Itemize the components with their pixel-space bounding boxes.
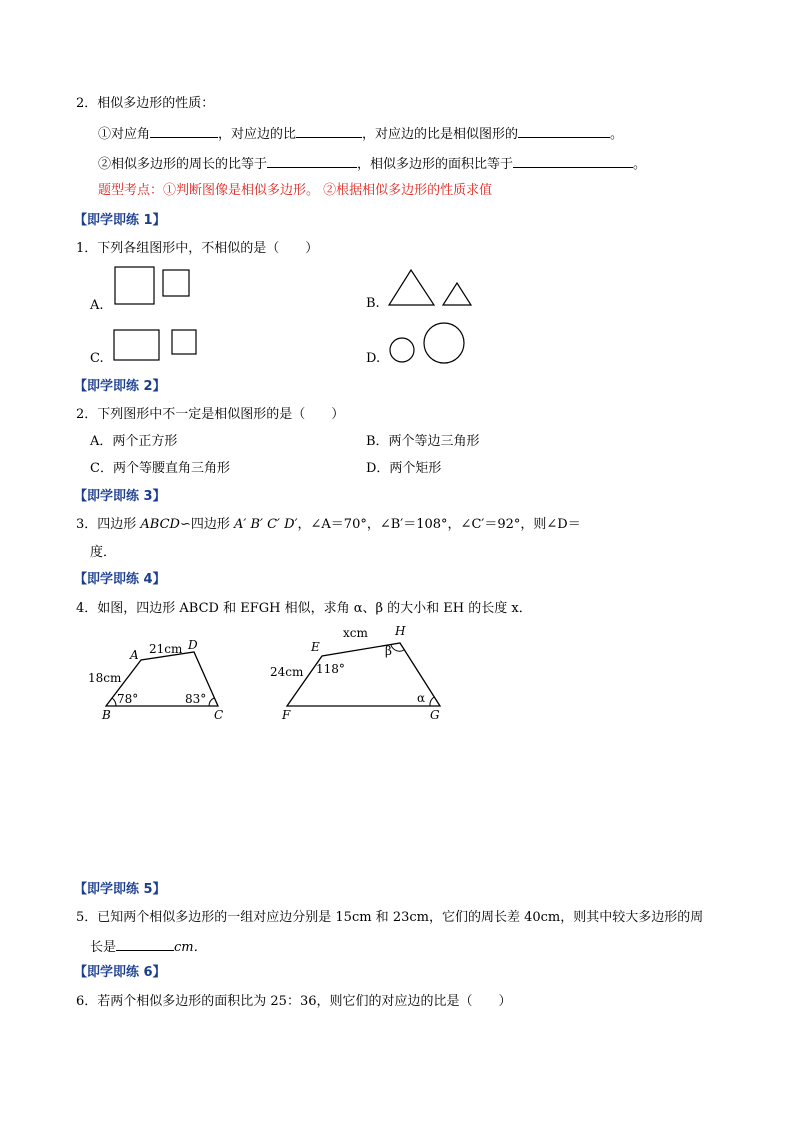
- question-1: 1．下列各组图形中，不相似的是（ ）: [76, 241, 319, 256]
- question-4: 4．如图，四边形 ABCD 和 EFGH 相似，求角 α、β 的大小和 EH 的长度 x．: [76, 601, 532, 616]
- question-3: 3．四边形 ABCD∽四边形 A′ B′ C′ D′，∠A＝70°，∠B′＝108°，∠C′＝92°，则∠D＝: [76, 517, 581, 532]
- label-g: G: [430, 708, 440, 722]
- practice-header-5: 【即学即练 5】: [74, 882, 166, 897]
- angle-e-label: 118°: [316, 662, 345, 676]
- label-c: C: [214, 708, 224, 722]
- label-e: E: [311, 640, 320, 654]
- label-b: B: [102, 708, 111, 722]
- property-line-1: ①对应角 ，对应边的比 ，对应边的比是相似图形的 。: [98, 127, 624, 142]
- angle-c-label: 83°: [185, 692, 207, 706]
- option-c-label: C.: [90, 351, 104, 366]
- side-eh-label: xcm: [343, 626, 368, 640]
- question-6: 6．若两个相似多边形的面积比为 25：36，则它们的对应边的比是（ ）: [76, 994, 512, 1009]
- option-d: D．两个矩形: [366, 461, 442, 476]
- option-a: A．两个正方形: [90, 434, 178, 449]
- beta-label: β: [385, 644, 392, 658]
- option-b: B．两个等边三角形: [366, 434, 480, 449]
- side-ab-label: 18cm: [88, 671, 122, 685]
- label-h: H: [395, 624, 406, 638]
- option-b-label: B.: [366, 296, 380, 311]
- section-heading: 2．相似多边形的性质：: [76, 96, 215, 111]
- practice-header-6: 【即学即练 6】: [74, 965, 166, 980]
- option-d-label: D.: [366, 351, 381, 366]
- label-a: A: [130, 648, 139, 662]
- question-5-line-2: 长是 cm．: [90, 940, 207, 955]
- option-a-label: A.: [90, 298, 104, 313]
- practice-header-2: 【即学即练 2】: [74, 379, 166, 394]
- angle-b-label: 78°: [117, 692, 139, 706]
- side-ef-label: 24cm: [270, 665, 304, 679]
- question-5-line-1: 5．已知两个相似多边形的一组对应边分别是 15cm 和 23cm，它们的周长差 40cm，则其中较大多边形的周: [76, 910, 704, 925]
- question-2: 2．下列图形中不一定是相似图形的是（ ）: [76, 407, 345, 422]
- option-c: C．两个等腰直角三角形: [90, 461, 230, 476]
- angle-mark-g: [430, 697, 434, 706]
- question-3-tail: 度．: [90, 545, 117, 560]
- practice-header-1: 【即学即练 1】: [74, 213, 166, 228]
- alpha-label: α: [417, 691, 426, 705]
- topic-note: 题型考点：①判断图像是相似多边形。 ②根据相似多边形的性质求值: [98, 183, 493, 198]
- property-line-2: ②相似多边形的周长的比等于 ，相似多边形的面积比等于 。: [98, 157, 647, 172]
- practice-header-4: 【即学即练 4】: [74, 572, 166, 587]
- label-f: F: [282, 708, 291, 722]
- side-ad-label: 21cm: [149, 642, 183, 656]
- label-d: D: [188, 638, 198, 652]
- practice-header-3: 【即学即练 3】: [74, 489, 166, 504]
